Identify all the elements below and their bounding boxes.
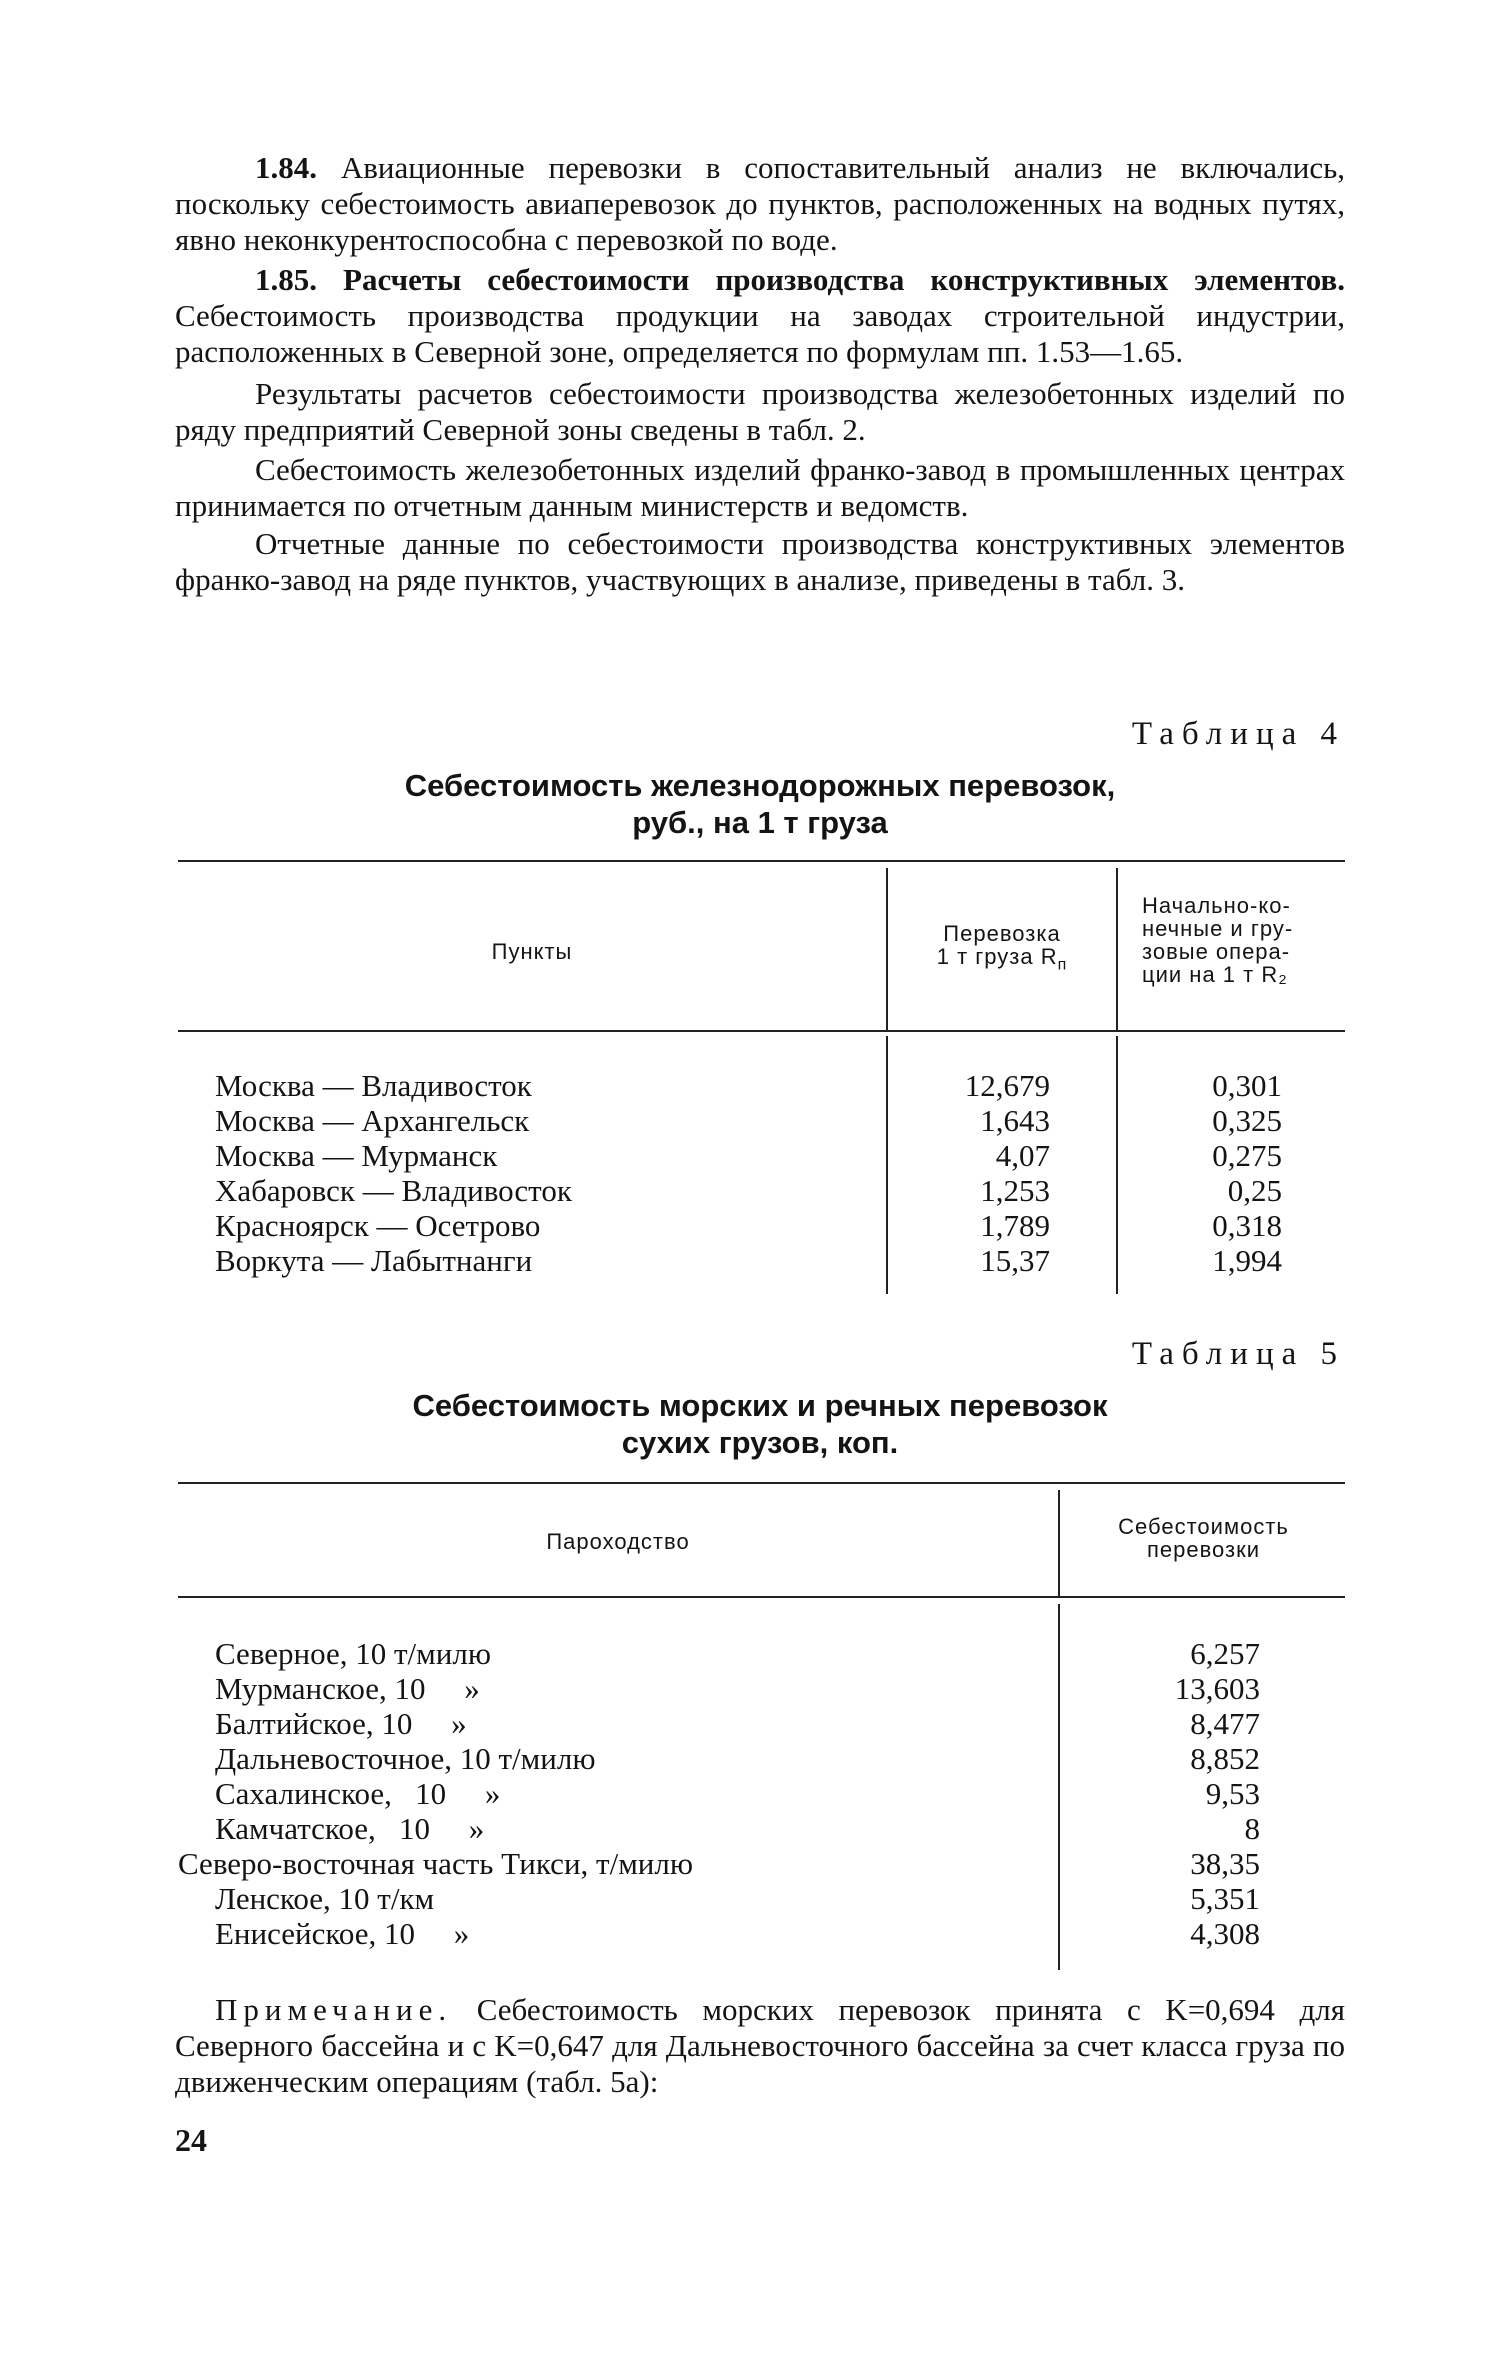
note-paragraph [175, 1992, 1345, 2100]
header-line: перевозки [1146, 1537, 1261, 1562]
table-4-terminal-column [1130, 1068, 1282, 1278]
table-4-label: Таблица 4 [1131, 716, 1345, 752]
note-text: Себестоимость морских перевозок принята с K=0,694 для Северного бассейна и с K=0,647 для Дальневосточного бассейна за счет класса груза по движенческим операциям (табл. 5а): [175, 1992, 1346, 2099]
table-row-shipping-company: Северное, 10 т/милю [215, 1636, 492, 1671]
table-row-shipping-company: Мурманское, 10 » [215, 1671, 480, 1706]
table-row-route: Воркута — Лабытнанги [215, 1243, 533, 1278]
header-subscript: п [1057, 956, 1068, 974]
table-4-transport-column [900, 1068, 1050, 1278]
table-4-header-rule [178, 1030, 1345, 1032]
table-4-header-transport [890, 922, 1114, 976]
table-cell-terminal-cost: 0,325 [1212, 1103, 1282, 1138]
table-cell-shipping-cost: 4,308 [1190, 1916, 1260, 1951]
table-5-note [175, 1992, 1345, 2100]
table-row-shipping-company: Дальневосточное, 10 т/милю [215, 1741, 596, 1776]
table-4-header-divider-2 [1116, 868, 1118, 1030]
header-line: ции на 1 т R₂ [1142, 962, 1288, 987]
table-row-route: Москва — Архангельск [215, 1103, 530, 1138]
table-row-shipping-company: Сахалинское, 10 » [215, 1776, 501, 1811]
table-cell-terminal-cost: 0,25 [1227, 1173, 1282, 1208]
table-row-shipping-company: Ленское, 10 т/км [215, 1881, 435, 1916]
table-4-top-rule [178, 860, 1345, 862]
header-line: нечные и гру- [1142, 916, 1294, 941]
table-5-company-column [178, 1636, 694, 1951]
table-row-shipping-company: Северо-восточная часть Тикси, т/милю [178, 1846, 694, 1881]
table-row-shipping-company: Енисейское, 10 » [215, 1916, 470, 1951]
table-cell-shipping-cost: 8,852 [1190, 1741, 1260, 1776]
table-cell-transport-cost: 1,789 [980, 1208, 1050, 1243]
table-4-title-line-2: руб., на 1 т груза [632, 805, 888, 840]
table-cell-terminal-cost: 0,318 [1212, 1208, 1282, 1243]
paragraph-text: Себестоимость производства продукции на заводах строительной индустрии, расположенных в Северной зоне, определяется по формулам пп. 1.53—1.65. [175, 298, 1345, 369]
table-5-cost-column [1100, 1636, 1260, 1951]
paragraph-results: Результаты расчетов себестоимости производства железобетонных изделий по ряду предприятий Северной зоны сведены в табл. 2. [175, 376, 1345, 447]
table-4-body-divider-2 [1116, 1036, 1118, 1294]
table-5-title-line-2: сухих грузов, коп. [621, 1425, 899, 1460]
table-row-route: Москва — Мурманск [215, 1138, 498, 1173]
table-4-routes-column [215, 1068, 572, 1278]
paragraph-report: Отчетные данные по себестоимости производства конструктивных элементов франко-завод на ряде пунктов, участвующих в анализе, приведены в табл. 3. [175, 526, 1345, 597]
note-label: Примечание. [215, 1992, 453, 2027]
table-5-header-divider [1058, 1490, 1060, 1596]
table-row-shipping-company: Камчатское, 10 » [215, 1811, 485, 1846]
page-number: 24 [175, 2122, 207, 2158]
header-line: зовые опера- [1142, 939, 1291, 964]
table-cell-shipping-cost: 8,477 [1190, 1706, 1260, 1741]
table-cell-transport-cost: 4,07 [995, 1138, 1050, 1173]
table-cell-terminal-cost: 0,275 [1212, 1138, 1282, 1173]
table-4-body-divider-1 [886, 1036, 888, 1294]
paragraph-heading: 1.85. Расчеты себестоимости производства конструктивных элементов. [255, 262, 1345, 297]
table-row-shipping-company: Балтийское, 10 » [215, 1706, 467, 1741]
table-cell-shipping-cost: 13,603 [1174, 1671, 1260, 1706]
table-cell-shipping-cost: 9,53 [1205, 1776, 1260, 1811]
table-4-header-points: Пункты [491, 939, 573, 964]
table-5-header-company: Пароходство [546, 1529, 690, 1554]
table-5-top-rule [178, 1482, 1345, 1484]
table-4-header-divider-1 [886, 868, 888, 1030]
header-line: Себестоимость [1118, 1514, 1289, 1539]
table-cell-shipping-cost: 8 [1244, 1811, 1260, 1846]
table-cell-shipping-cost: 6,257 [1190, 1636, 1260, 1671]
paragraph-1-84 [175, 150, 1345, 258]
table-5-header-rule [178, 1596, 1345, 1598]
table-cell-terminal-cost: 0,301 [1212, 1068, 1282, 1103]
header-text: 1 т груза R [936, 944, 1058, 969]
body-text [175, 150, 1345, 598]
table-row-route: Москва — Владивосток [215, 1068, 532, 1103]
table-cell-shipping-cost: 38,35 [1190, 1846, 1260, 1881]
table-5-title-line-1: Себестоимость морских и речных перевозок [412, 1388, 1108, 1423]
table-row-route: Красноярск — Осетрово [215, 1208, 541, 1243]
paragraph-1-85 [175, 262, 1345, 370]
header-line [890, 945, 1114, 976]
table-cell-transport-cost: 12,679 [964, 1068, 1050, 1103]
table-5-header-cost [1062, 1515, 1345, 1561]
table-cell-transport-cost: 15,37 [980, 1243, 1050, 1278]
table-5-body-divider [1058, 1604, 1060, 1970]
table-cell-terminal-cost: 1,994 [1212, 1243, 1282, 1278]
table-5-label: Таблица 5 [1131, 1336, 1345, 1372]
paragraph-text: Авиационные перевозки в сопоставительный анализ не включались, поскольку себестоимость авиаперевозок до пунктов, расположенных на водных путях, явно неконкурентоспособна с перевозкой по воде. [175, 150, 1345, 257]
table-cell-transport-cost: 1,253 [980, 1173, 1050, 1208]
table-cell-shipping-cost: 5,351 [1190, 1881, 1260, 1916]
table-row-route: Хабаровск — Владивосток [215, 1173, 572, 1208]
table-cell-transport-cost: 1,643 [980, 1103, 1050, 1138]
table-4-header-terminal [1120, 894, 1345, 986]
table-4-title-line-1: Себестоимость железнодорожных перевозок, [404, 768, 1116, 803]
paragraph-cost: Себестоимость железобетонных изделий франко-завод в промышленных центрах принимается по отчетным данным министерств и ведомств. [175, 452, 1345, 523]
header-line: Начально-ко- [1142, 893, 1291, 918]
paragraph-number: 1.84. [255, 150, 317, 185]
header-line: Перевозка [943, 921, 1061, 946]
